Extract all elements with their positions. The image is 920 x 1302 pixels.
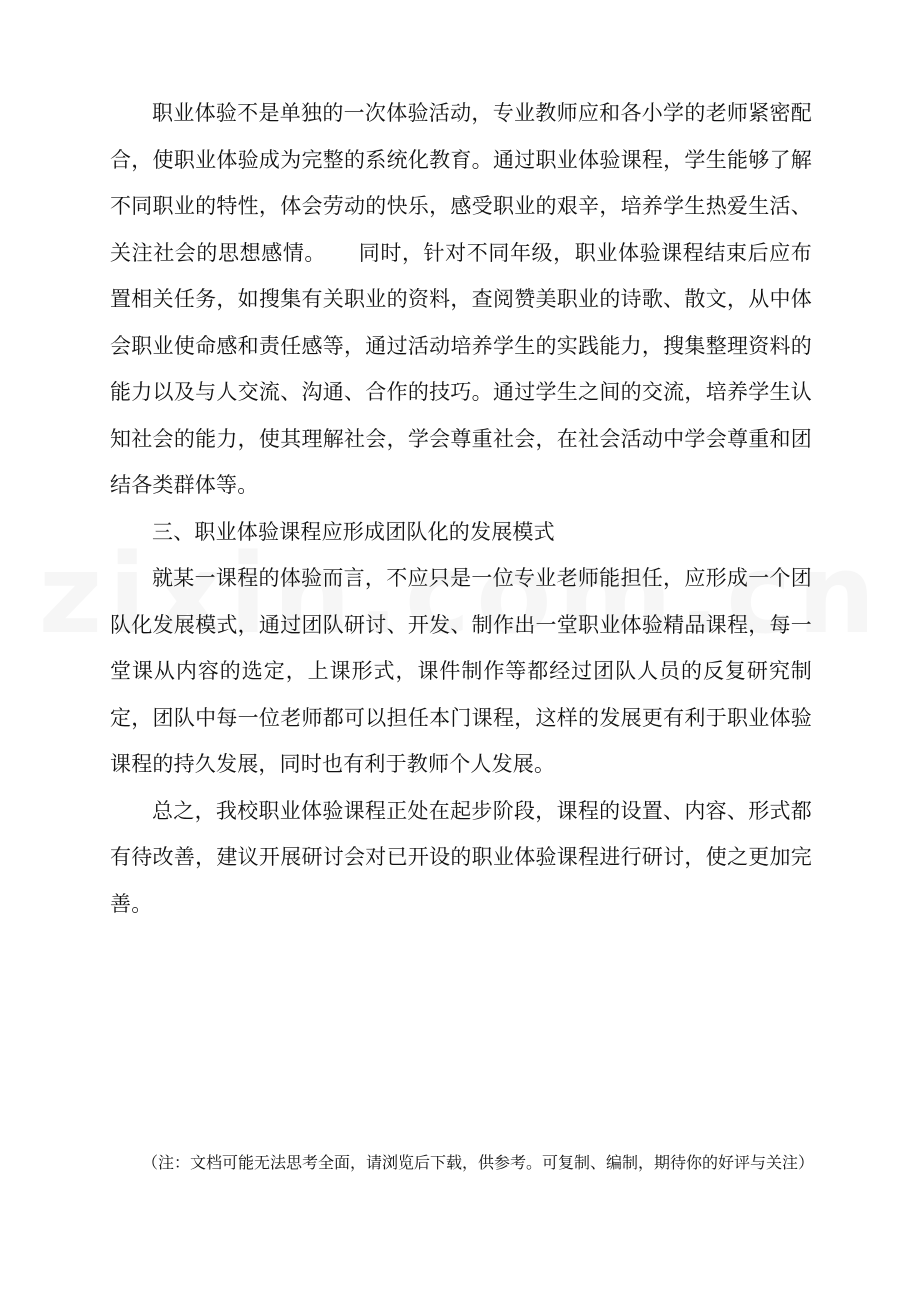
paragraph-conclusion: 总之，我校职业体验课程正处在起步阶段，课程的设置、内容、形式都有待改善，建议开展研讨会对已开设的职业体验课程进行研讨，使之更加完善。 <box>110 798 812 916</box>
footer-note: （注：文档可能无法思考全面，请浏览后下载，供参考。可复制、编制，期待你的好评与关注） <box>142 1153 815 1172</box>
paragraph-team-development: 就某一课程的体验而言，不应只是一位专业老师能担任，应形成一个团队化发展模式，通过团队研讨、开发、制作出一堂职业体验精品课程，每一堂课从内容的选定，上课形式，课件制作等都经过团队人员的反复研究制定，团队中每一位老师都可以担任本门课程，这样的发展更有利于职业体验课程的持久发展，同时也有利于教师个人发展。 <box>110 566 812 776</box>
paragraph-career-experience: 职业体验不是单独的一次体验活动，专业教师应和各小学的老师紧密配合，使职业体验成为完整的系统化教育。通过职业体验课程，学生能够了解不同职业的特性，体会劳动的快乐，感受职业的艰辛，培养学生热爱生活、关注社会的思想感情。 同时，针对不同年级，职业体验课程结束后应布置相关任务，如搜集有关职业的资料，查阅赞美职业的诗歌、散文，从中体会职业使命感和责任感等，通过活动培养学生的实践能力，搜集整理资料的能力以及与人交流、沟通、合作的技巧。通过学生之间的交流，培养学生认知社会的能力，使其理解社会，学会尊重社会，在社会活动中学会尊重和团结各类群体等。 <box>110 101 812 497</box>
section-heading-team-model: 三、职业体验课程应形成团队化的发展模式 <box>152 519 555 544</box>
document-body <box>110 90 812 927</box>
